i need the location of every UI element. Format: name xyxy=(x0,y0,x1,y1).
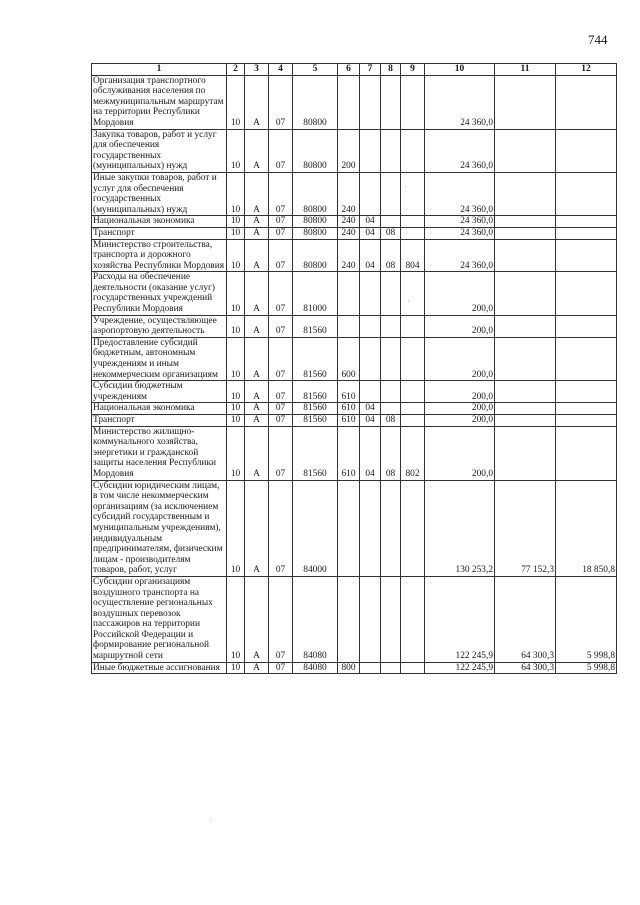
cell-col-12 xyxy=(556,75,617,129)
cell-col-12: 18 850,8 xyxy=(556,480,617,576)
cell-col-10: 200,0 xyxy=(425,381,495,403)
cell-col-3: А xyxy=(245,227,269,239)
cell-col-10: 24 360,0 xyxy=(425,239,495,272)
cell-col-11 xyxy=(495,216,556,228)
cell-col-11: 64 300,3 xyxy=(495,576,556,662)
row-name-cell: Национальная экономика xyxy=(92,403,227,415)
cell-col-10: 24 360,0 xyxy=(425,216,495,228)
cell-col-12 xyxy=(556,381,617,403)
row-name-cell: Национальная экономика xyxy=(92,216,227,228)
row-name-cell: Закупка товаров, работ и услуг для обеспечения государственных (муниципальных) нужд xyxy=(92,129,227,172)
page-number: 744 xyxy=(588,32,608,47)
table-row xyxy=(92,337,617,380)
table-row xyxy=(92,576,617,662)
column-header-12: 12 xyxy=(556,64,617,76)
cell-col-10: 130 253,2 xyxy=(425,480,495,576)
row-name-cell: Министерство строительства, транспорта и дорожного хозяйства Республики Мордовия xyxy=(92,239,227,272)
cell-col-8: 08 xyxy=(381,415,401,427)
cell-col-5: 80800 xyxy=(293,75,338,129)
cell-col-2: 10 xyxy=(227,381,245,403)
row-name-cell: Министерство жилищно-коммунального хозяйства, энергетики и гражданской защиты населения Республики Мордовия xyxy=(92,426,227,480)
cell-col-10: 24 360,0 xyxy=(425,75,495,129)
cell-col-9 xyxy=(401,227,425,239)
cell-col-6 xyxy=(338,480,360,576)
cell-col-7 xyxy=(360,662,381,674)
cell-col-11 xyxy=(495,239,556,272)
cell-col-2: 10 xyxy=(227,216,245,228)
column-header-10: 10 xyxy=(425,64,495,76)
cell-col-3: А xyxy=(245,216,269,228)
cell-col-6: 800 xyxy=(338,662,360,674)
cell-col-12 xyxy=(556,216,617,228)
cell-col-2: 10 xyxy=(227,172,245,215)
cell-col-10: 200,0 xyxy=(425,426,495,480)
cell-col-8 xyxy=(381,381,401,403)
scan-speck xyxy=(405,186,406,187)
row-name-cell: Расходы на обеспечение деятельности (оказание услуг) государственных учреждений Республики Мордовия xyxy=(92,272,227,315)
cell-col-5: 84000 xyxy=(293,480,338,576)
cell-col-5: 81560 xyxy=(293,403,338,415)
cell-col-5: 81560 xyxy=(293,426,338,480)
cell-col-8 xyxy=(381,337,401,380)
cell-col-10: 122 245,9 xyxy=(425,576,495,662)
cell-col-3: А xyxy=(245,403,269,415)
cell-col-6: 240 xyxy=(338,239,360,272)
table-body xyxy=(92,75,617,674)
scan-speck xyxy=(408,300,409,301)
row-name-cell: Субсидии юридическим лицам, в том числе некоммерческим организациям (за исключением субсидий государственным и муниципальным учреждениям), индивидуальным предпринимателям, физическим лицам - производителям товаров, работ, услуг xyxy=(92,480,227,576)
cell-col-9 xyxy=(401,129,425,172)
cell-col-11 xyxy=(495,129,556,172)
cell-col-6: 240 xyxy=(338,172,360,215)
cell-col-5: 84080 xyxy=(293,662,338,674)
cell-col-11 xyxy=(495,315,556,337)
cell-col-7 xyxy=(360,315,381,337)
cell-col-9 xyxy=(401,576,425,662)
cell-col-7 xyxy=(360,381,381,403)
cell-col-12 xyxy=(556,239,617,272)
cell-col-7 xyxy=(360,337,381,380)
cell-col-10: 24 360,0 xyxy=(425,129,495,172)
cell-col-11 xyxy=(495,381,556,403)
cell-col-5: 81560 xyxy=(293,337,338,380)
cell-col-3: А xyxy=(245,272,269,315)
cell-col-2: 10 xyxy=(227,227,245,239)
table-row xyxy=(92,129,617,172)
cell-col-4: 07 xyxy=(269,426,293,480)
cell-col-6: 240 xyxy=(338,227,360,239)
column-header-2: 2 xyxy=(227,64,245,76)
cell-col-6: 610 xyxy=(338,426,360,480)
cell-col-4: 07 xyxy=(269,576,293,662)
table-row xyxy=(92,426,617,480)
cell-col-4: 07 xyxy=(269,216,293,228)
cell-col-5: 84080 xyxy=(293,576,338,662)
row-name-cell: Иные закупки товаров, работ и услуг для обеспечения государственных (муниципальных) нужд xyxy=(92,172,227,215)
cell-col-12 xyxy=(556,426,617,480)
cell-col-9 xyxy=(401,415,425,427)
row-name-cell: Учреждение, осуществляющее аэропортовую деятельность xyxy=(92,315,227,337)
cell-col-9 xyxy=(401,381,425,403)
cell-col-11 xyxy=(495,426,556,480)
cell-col-7 xyxy=(360,480,381,576)
cell-col-8: 08 xyxy=(381,426,401,480)
cell-col-6: 200 xyxy=(338,129,360,172)
column-header-1: 1 xyxy=(92,64,227,76)
cell-col-8 xyxy=(381,129,401,172)
cell-col-3: А xyxy=(245,75,269,129)
cell-col-4: 07 xyxy=(269,172,293,215)
cell-col-9: 802 xyxy=(401,426,425,480)
cell-col-9 xyxy=(401,272,425,315)
row-name-cell: Субсидии бюджетным учреждениям xyxy=(92,381,227,403)
table-row xyxy=(92,272,617,315)
cell-col-4: 07 xyxy=(269,75,293,129)
cell-col-12 xyxy=(556,227,617,239)
cell-col-7 xyxy=(360,129,381,172)
cell-col-8 xyxy=(381,480,401,576)
table-row xyxy=(92,662,617,674)
cell-col-6: 610 xyxy=(338,415,360,427)
cell-col-5: 80800 xyxy=(293,227,338,239)
cell-col-7: 04 xyxy=(360,239,381,272)
cell-col-11 xyxy=(495,75,556,129)
cell-col-10: 24 360,0 xyxy=(425,227,495,239)
cell-col-4: 07 xyxy=(269,129,293,172)
cell-col-12 xyxy=(556,272,617,315)
cell-col-10: 200,0 xyxy=(425,415,495,427)
cell-col-9 xyxy=(401,216,425,228)
column-header-6: 6 xyxy=(338,64,360,76)
cell-col-9 xyxy=(401,315,425,337)
cell-col-8 xyxy=(381,662,401,674)
cell-col-8 xyxy=(381,272,401,315)
cell-col-12: 5 998,8 xyxy=(556,576,617,662)
cell-col-9 xyxy=(401,480,425,576)
cell-col-4: 07 xyxy=(269,227,293,239)
cell-col-11 xyxy=(495,415,556,427)
cell-col-4: 07 xyxy=(269,662,293,674)
cell-col-6: 610 xyxy=(338,403,360,415)
cell-col-2: 10 xyxy=(227,75,245,129)
cell-col-2: 10 xyxy=(227,576,245,662)
cell-col-4: 07 xyxy=(269,403,293,415)
cell-col-3: А xyxy=(245,129,269,172)
cell-col-12 xyxy=(556,403,617,415)
table-row xyxy=(92,216,617,228)
table-row xyxy=(92,415,617,427)
cell-col-2: 10 xyxy=(227,403,245,415)
table-row xyxy=(92,227,617,239)
cell-col-11 xyxy=(495,272,556,315)
cell-col-4: 07 xyxy=(269,337,293,380)
table-header-row xyxy=(92,64,617,76)
cell-col-5: 81560 xyxy=(293,415,338,427)
cell-col-11 xyxy=(495,227,556,239)
table-row xyxy=(92,315,617,337)
cell-col-12 xyxy=(556,337,617,380)
cell-col-5: 80800 xyxy=(293,129,338,172)
cell-col-8: 08 xyxy=(381,239,401,272)
cell-col-5: 81560 xyxy=(293,315,338,337)
cell-col-10: 24 360,0 xyxy=(425,172,495,215)
cell-col-10: 200,0 xyxy=(425,403,495,415)
cell-col-8 xyxy=(381,403,401,415)
cell-col-4: 07 xyxy=(269,480,293,576)
cell-col-6: 600 xyxy=(338,337,360,380)
cell-col-10: 200,0 xyxy=(425,337,495,380)
table-row xyxy=(92,381,617,403)
cell-col-2: 10 xyxy=(227,480,245,576)
cell-col-12 xyxy=(556,172,617,215)
cell-col-3: А xyxy=(245,172,269,215)
cell-col-3: А xyxy=(245,337,269,380)
column-header-11: 11 xyxy=(495,64,556,76)
cell-col-10: 200,0 xyxy=(425,272,495,315)
table-row xyxy=(92,75,617,129)
cell-col-2: 10 xyxy=(227,337,245,380)
cell-col-12 xyxy=(556,315,617,337)
cell-col-2: 10 xyxy=(227,239,245,272)
table-row xyxy=(92,239,617,272)
cell-col-8 xyxy=(381,75,401,129)
cell-col-8 xyxy=(381,576,401,662)
cell-col-10: 200,0 xyxy=(425,315,495,337)
cell-col-6 xyxy=(338,576,360,662)
cell-col-11: 77 152,3 xyxy=(495,480,556,576)
cell-col-11 xyxy=(495,403,556,415)
cell-col-7: 04 xyxy=(360,415,381,427)
cell-col-2: 10 xyxy=(227,662,245,674)
cell-col-7 xyxy=(360,172,381,215)
cell-col-3: А xyxy=(245,239,269,272)
cell-col-7: 04 xyxy=(360,426,381,480)
column-header-4: 4 xyxy=(269,64,293,76)
cell-col-2: 10 xyxy=(227,315,245,337)
column-header-7: 7 xyxy=(360,64,381,76)
cell-col-9: 804 xyxy=(401,239,425,272)
table-row xyxy=(92,403,617,415)
cell-col-12 xyxy=(556,129,617,172)
table-row xyxy=(92,172,617,215)
cell-col-4: 07 xyxy=(269,315,293,337)
cell-col-4: 07 xyxy=(269,272,293,315)
cell-col-5: 80800 xyxy=(293,216,338,228)
cell-col-5: 81000 xyxy=(293,272,338,315)
cell-col-8 xyxy=(381,172,401,215)
column-header-8: 8 xyxy=(381,64,401,76)
cell-col-5: 80800 xyxy=(293,239,338,272)
cell-col-11: 64 300,3 xyxy=(495,662,556,674)
cell-col-8 xyxy=(381,315,401,337)
cell-col-9 xyxy=(401,337,425,380)
column-header-9: 9 xyxy=(401,64,425,76)
cell-col-5: 80800 xyxy=(293,172,338,215)
cell-col-2: 10 xyxy=(227,272,245,315)
cell-col-7 xyxy=(360,576,381,662)
cell-col-9 xyxy=(401,75,425,129)
cell-col-3: А xyxy=(245,480,269,576)
cell-col-6 xyxy=(338,272,360,315)
cell-col-9 xyxy=(401,172,425,215)
cell-col-3: А xyxy=(245,315,269,337)
cell-col-10: 122 245,9 xyxy=(425,662,495,674)
cell-col-9 xyxy=(401,403,425,415)
cell-col-7 xyxy=(360,75,381,129)
row-name-cell: Иные бюджетные ассигнования xyxy=(92,662,227,674)
cell-col-7: 04 xyxy=(360,227,381,239)
cell-col-6 xyxy=(338,75,360,129)
cell-col-6: 240 xyxy=(338,216,360,228)
column-header-5: 5 xyxy=(293,64,338,76)
cell-col-6: 610 xyxy=(338,381,360,403)
cell-col-3: А xyxy=(245,576,269,662)
cell-col-3: А xyxy=(245,381,269,403)
cell-col-12 xyxy=(556,415,617,427)
cell-col-2: 10 xyxy=(227,129,245,172)
cell-col-9 xyxy=(401,662,425,674)
cell-col-4: 07 xyxy=(269,239,293,272)
cell-col-4: 07 xyxy=(269,415,293,427)
cell-col-11 xyxy=(495,172,556,215)
row-name-cell: Организация транспортного обслуживания населения по межмуниципальным маршрутам на территории Республики Мордовия xyxy=(92,75,227,129)
row-name-cell: Транспорт xyxy=(92,227,227,239)
cell-col-8: 08 xyxy=(381,227,401,239)
row-name-cell: Транспорт xyxy=(92,415,227,427)
row-name-cell: Предоставление субсидий бюджетным, автономным учреждениям и иным некоммерческим организациям xyxy=(92,337,227,380)
cell-col-6 xyxy=(338,315,360,337)
cell-col-7: 04 xyxy=(360,403,381,415)
cell-col-8 xyxy=(381,216,401,228)
cell-col-2: 10 xyxy=(227,426,245,480)
cell-col-5: 81560 xyxy=(293,381,338,403)
cell-col-3: А xyxy=(245,415,269,427)
cell-col-7 xyxy=(360,272,381,315)
row-name-cell: Субсидии организациям воздушного транспорта на осуществление региональных воздушных перевозок пассажиров на территории Российской Федерации и формирование региональной маршрутной сети xyxy=(92,576,227,662)
scan-speck xyxy=(210,820,211,821)
cell-col-4: 07 xyxy=(269,381,293,403)
cell-col-3: А xyxy=(245,662,269,674)
cell-col-3: А xyxy=(245,426,269,480)
table-row xyxy=(92,480,617,576)
cell-col-2: 10 xyxy=(227,415,245,427)
column-header-3: 3 xyxy=(245,64,269,76)
budget-table xyxy=(91,63,617,674)
cell-col-7: 04 xyxy=(360,216,381,228)
cell-col-12: 5 998,8 xyxy=(556,662,617,674)
cell-col-11 xyxy=(495,337,556,380)
